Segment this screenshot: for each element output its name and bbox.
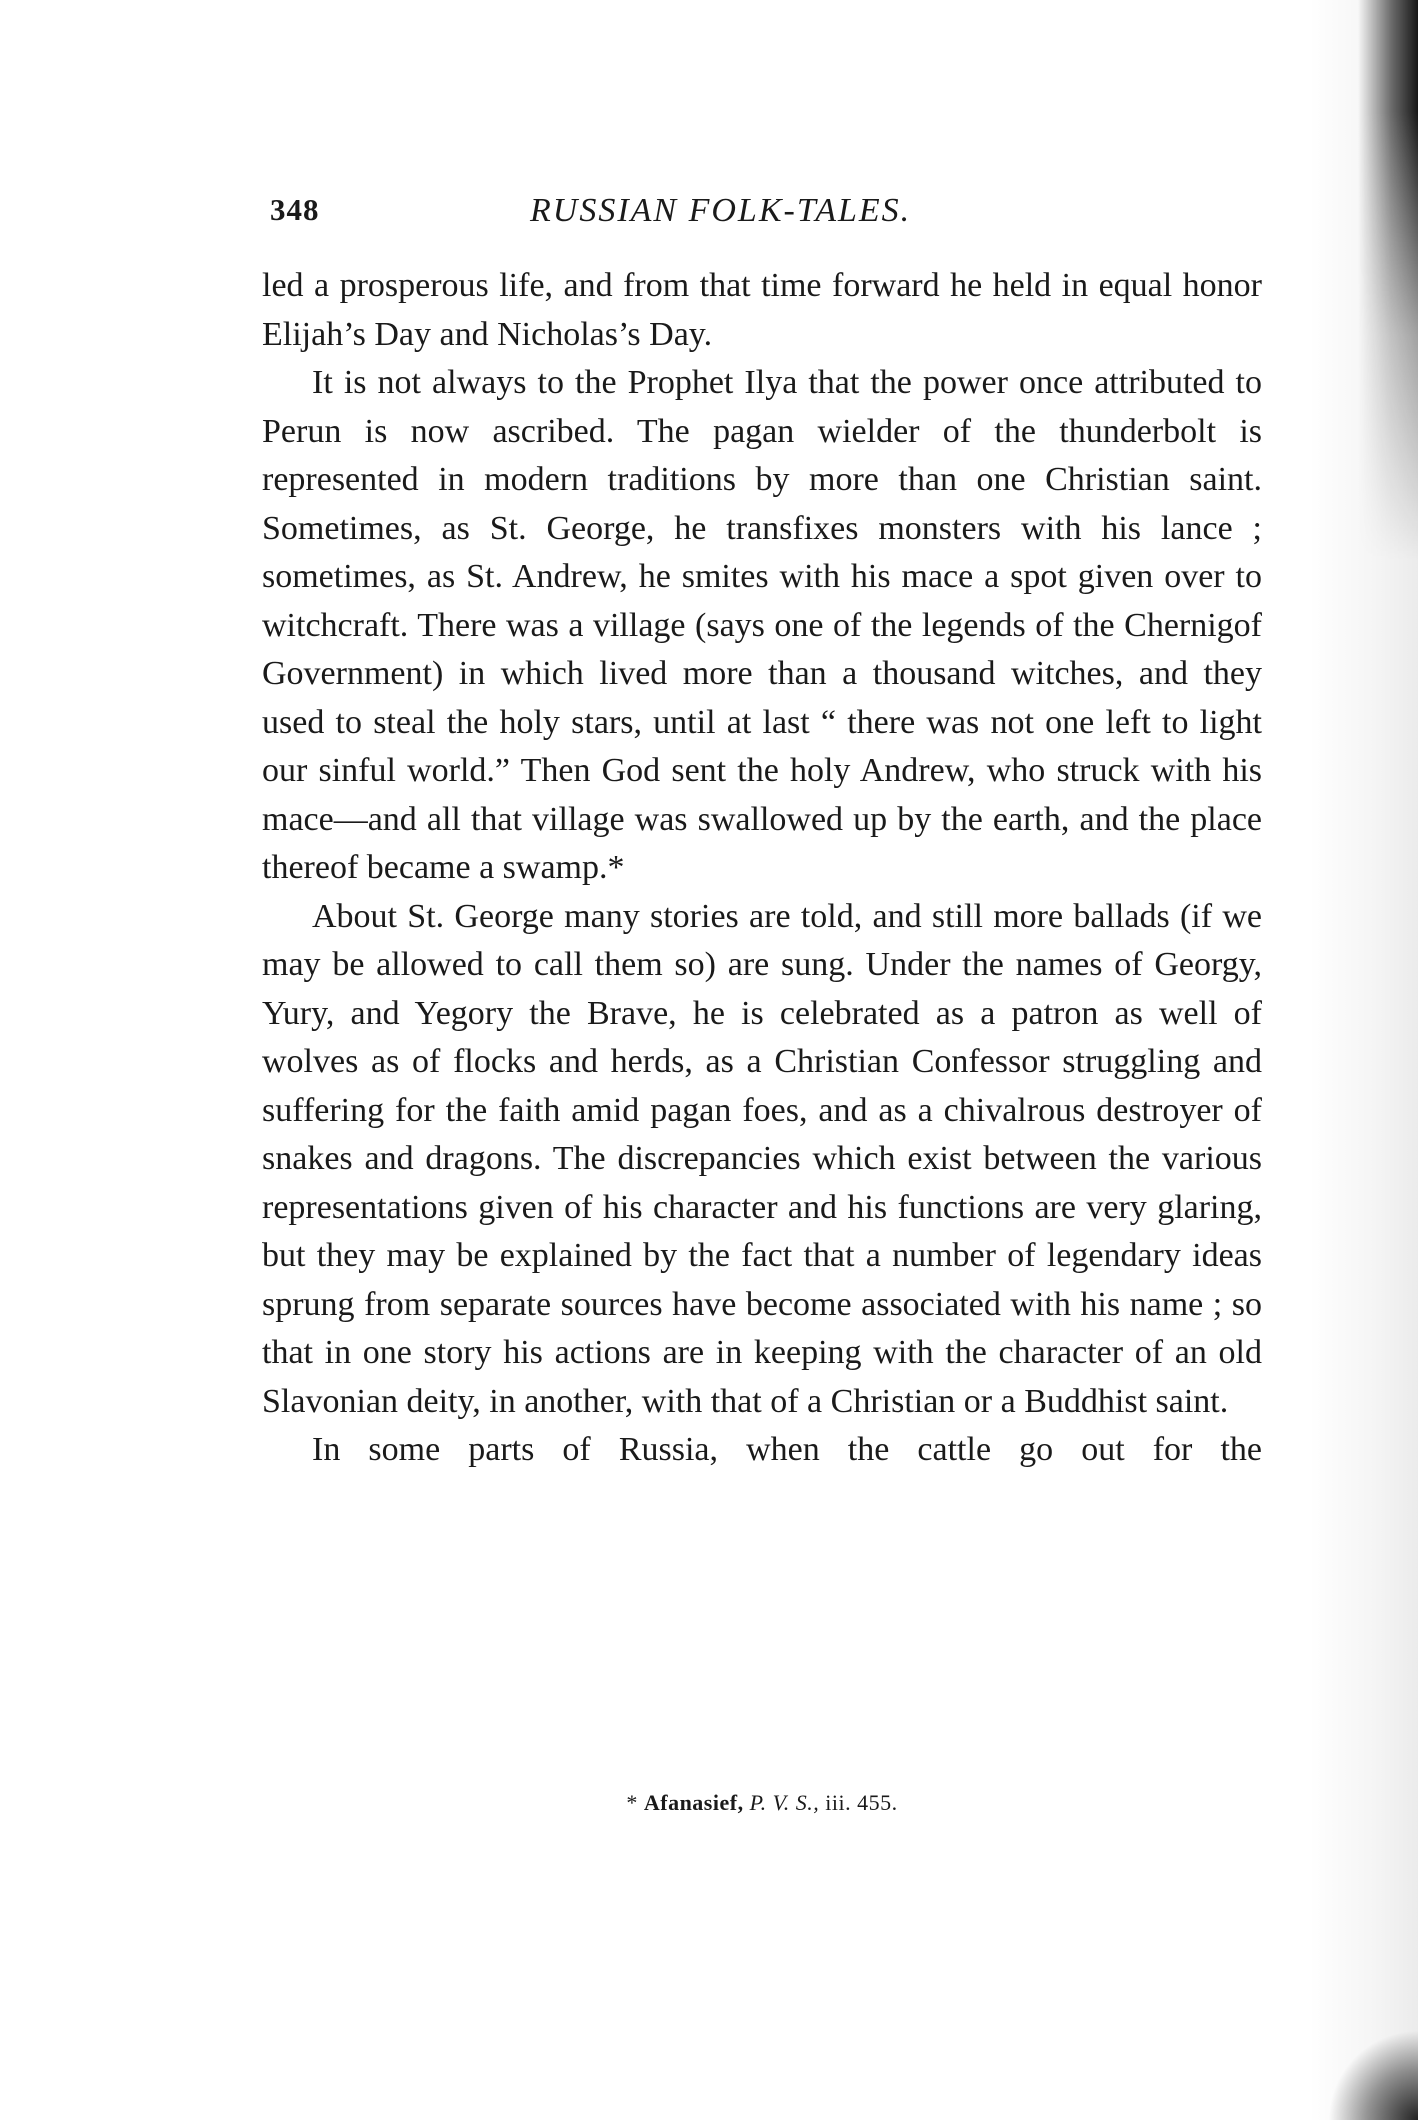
running-head: RUSSIAN FOLK-TALES.	[530, 192, 912, 229]
binding-shadow-bottom	[1328, 2030, 1418, 2120]
paragraph-2: It is not always to the Prophet Ilya that the power once attributed to Perun is now ascribed. The pagan wielder of the thunderbolt is represented in modern traditions by more than one Christian saint. Sometimes, as St. George, he transfixes monsters with his lance ; sometimes, as St. Andrew, he smites with his mace a spot given over to witchcraft. There was a village (says one of the legends of the Chernigof Government) in which lived more than a thousand witches, and they used to steal the holy stars, until at last “ there was not one left to light our sinful world.” Then God sent the holy Andrew, who struck with his mace—and all that village was swallowed up by the earth, and the place thereof became a swamp.*	[262, 364, 1262, 886]
page-header	[262, 192, 1262, 242]
paragraph-1: led a prosperous life, and from that time forward he held in equal honor Elijah’s Day and Nicholas’s Day.	[262, 267, 1262, 353]
footnote	[262, 1790, 1262, 1816]
binding-shadow-top	[1358, 0, 1418, 560]
page-number: 348	[270, 192, 320, 227]
footnote-reference: iii. 455.	[825, 1790, 898, 1815]
paragraph-4: In some parts of Russia, when the cattle go out for the	[312, 1431, 1262, 1468]
footnote-author: Afanasief,	[643, 1790, 744, 1815]
footnote-marker: *	[626, 1790, 638, 1815]
footnote-source: P. V. S.,	[749, 1790, 820, 1815]
body-text	[262, 262, 1262, 1475]
paragraph-3: About St. George many stories are told, and still more ballads (if we may be allowed to call them so) are sung. Under the names of Georgy, Yury, and Yegory the Brave, he is celebrated as a patron as well of wolves as of flocks and herds, as a Christian Confessor struggling and suffering for the faith amid pagan foes, and as a chivalrous destroyer of snakes and dragons. The discrepancies which exist between the various representations given of his character and his functions are very glaring, but they may be explained by the fact that a number of legendary ideas sprung from separate sources have become associated with his name ; so that in one story his actions are in keeping with the character of an old Slavonian deity, in another, with that of a Christian or a Buddhist saint.	[262, 897, 1262, 1420]
